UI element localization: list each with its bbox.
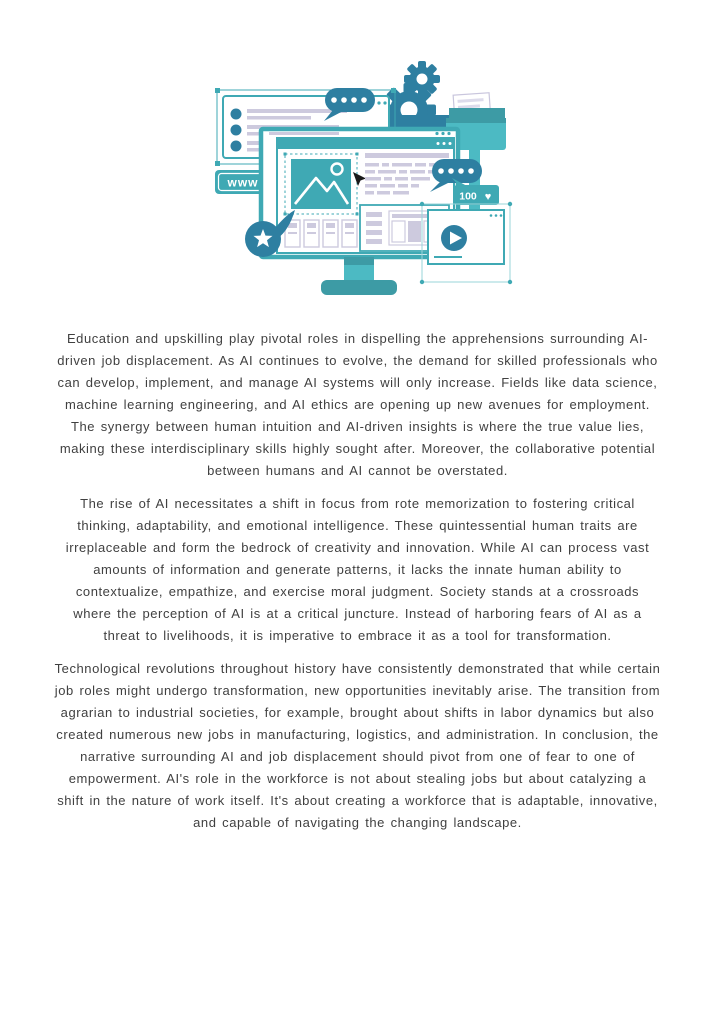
- web-design-illustration: [203, 52, 513, 302]
- paragraph-education-upskilling: Education and upskilling play pivotal roles in dispelling the apprehensions surrounding AI-driven job displacement. As AI continues to evolve, the demand for skilled professionals who can develop, implement, and manage AI systems will only increase. Fields like data science, machine learning engineering, and AI ethics are opening up new avenues for employment. The synergy between human intuition and AI-driven insights is where the true value lies, making these interdisciplinary skills highly sought after. Moreover, the collaborative potential between humans and AI cannot be overstated.: [57, 331, 658, 478]
- www-label: www: [226, 175, 259, 190]
- paragraph-technological-revolutions: Technological revolutions throughout history have consistently demonstrated that while certain job roles might undergo transformation, new opportunities inevitably arise. The transition from agrarian to industrial societies, for example, brought about shifts in labor dynamics but also created numerous new jobs in manufacturing, logistics, and administration. In conclusion, the narrative surrounding AI and job displacement should pivot from one of fear to one of empowerment. AI's role in the workforce is not about stealing jobs but about catalyzing a shift in the nature of work itself. It's about creating a workforce that is adaptable, innovative, and capable of navigating the changing landscape.: [54, 661, 661, 830]
- hero-illustration: [203, 52, 513, 302]
- article-body: [55, 328, 661, 834]
- play-icon: [441, 225, 467, 251]
- video-player-window: [419, 202, 511, 284]
- heart-icon: ♥: [484, 191, 491, 203]
- paragraph-rise-of-ai: The rise of AI necessitates a shift in focus from rote memorization to fostering critical thinking, adaptability, and emotional intelligence. These quintessential human traits are irreplaceable and form the bedrock of creativity and innovation. While AI can process vast amounts of information and generate patterns, it lacks the innate human ability to contextualize, empathize, and exercise moral judgment. Society stands at a crossroads where the perception of AI is at a critical juncture. Instead of harboring fears of AI as a threat to livelihoods, it is imperative to embrace it as a tool for transformation.: [65, 496, 650, 643]
- monitor-stand: [321, 257, 397, 295]
- image-placeholder-icon: [283, 153, 358, 216]
- likes-count: 100: [458, 190, 477, 203]
